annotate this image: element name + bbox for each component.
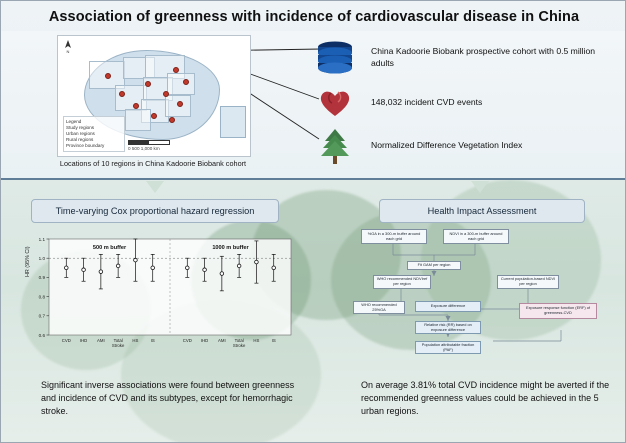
flow-box-who-25ga: WHO recommended 25%GA bbox=[353, 301, 405, 314]
database-icon bbox=[311, 41, 359, 75]
flow-box-exposure-difference: Exposure difference bbox=[415, 301, 481, 312]
flow-box-erf: Exposure response function (ERF) of greenness-CVD bbox=[519, 303, 597, 319]
map-dot-region bbox=[169, 117, 175, 123]
map-caption: Locations of 10 regions in China Kadoorie Biobank cohort bbox=[59, 159, 247, 168]
map-dot-region bbox=[173, 67, 179, 73]
svg-text:CVD: CVD bbox=[182, 338, 192, 343]
svg-text:Total: Total bbox=[113, 338, 123, 343]
map-scale-label: 0 500 1,000 km bbox=[128, 146, 160, 151]
svg-text:IS: IS bbox=[271, 338, 276, 343]
highlight-cvd bbox=[311, 88, 482, 118]
map-inset bbox=[220, 106, 246, 138]
svg-text:Total: Total bbox=[234, 338, 244, 343]
map-dot-region bbox=[163, 91, 169, 97]
flow-box-paf: Population attributable fraction (PAF) bbox=[415, 341, 481, 354]
highlight-ndvi bbox=[311, 127, 522, 165]
svg-text:AMI: AMI bbox=[218, 338, 226, 343]
flow-box-fit-gam: Fit GAM per region bbox=[407, 261, 461, 270]
arrow-down-left-icon bbox=[146, 181, 164, 193]
map-legend-title: Legend bbox=[66, 118, 82, 124]
heart-icon bbox=[311, 88, 359, 118]
map-dot-region bbox=[145, 81, 151, 87]
forest-plot bbox=[27, 233, 295, 361]
flow-box-current-pop-ndvi: Current population-based NDVI per region bbox=[497, 275, 559, 289]
map-dot-region bbox=[119, 91, 125, 97]
flow-box-ndvi300: NDVI in a 300-m buffer around each grid bbox=[443, 229, 509, 244]
map-panel bbox=[57, 35, 251, 157]
flow-box-ga300: %GA in a 300-m buffer around each grid bbox=[361, 229, 427, 244]
map-dot-region bbox=[177, 101, 183, 107]
svg-text:0.8: 0.8 bbox=[38, 294, 45, 300]
svg-text:1.1: 1.1 bbox=[38, 236, 45, 242]
svg-text:0.7: 0.7 bbox=[38, 313, 45, 319]
map-legend-item: Rural regions bbox=[66, 137, 94, 143]
map-scale-bar bbox=[128, 140, 170, 151]
map-dot-region bbox=[183, 79, 189, 85]
svg-text:1000 m buffer: 1000 m buffer bbox=[212, 245, 249, 251]
tree-icon bbox=[311, 127, 359, 165]
svg-text:AMI: AMI bbox=[97, 338, 105, 343]
svg-text:CVD: CVD bbox=[61, 338, 71, 343]
highlight-cvd-text: 148,032 incident CVD events bbox=[371, 97, 483, 108]
map-legend-item: Urban regions bbox=[66, 130, 95, 136]
svg-text:N: N bbox=[66, 49, 70, 54]
svg-text:IHD: IHD bbox=[200, 338, 209, 343]
highlight-biobank bbox=[311, 41, 601, 75]
compass-icon bbox=[64, 40, 72, 56]
svg-text:1.0: 1.0 bbox=[38, 256, 45, 261]
health-impact-flow-diagram bbox=[353, 229, 615, 363]
flow-box-relative-risk: Relative risk (RR) based on exposure difference bbox=[415, 321, 481, 334]
svg-text:Stroke: Stroke bbox=[111, 343, 125, 348]
flow-connectors bbox=[353, 229, 615, 363]
svg-text:HS: HS bbox=[132, 338, 139, 343]
arrow-down-right-icon bbox=[471, 181, 489, 193]
plot-canvas bbox=[27, 233, 295, 361]
section-header-hia: Health Impact Assessment bbox=[379, 199, 585, 223]
flow-box-who-ndvi-ref: WHO recommended NDVIref per region bbox=[373, 275, 431, 289]
plot-y-axis-label: HR (95% CI) bbox=[25, 246, 31, 277]
svg-text:IHD: IHD bbox=[79, 338, 88, 343]
conclusion-right: On average 3.81% total CVD incidence might be averted if the recommended greenness values could be achieved in the 5 urban regions. bbox=[361, 380, 610, 417]
map-dot-region bbox=[133, 103, 139, 109]
map-dot-region bbox=[105, 73, 111, 79]
svg-text:IS: IS bbox=[150, 338, 155, 343]
highlight-biobank-text: China Kadoorie Biobank prospective cohort with 0.5 million adults bbox=[371, 46, 596, 68]
highlight-ndvi-text: Normalized Difference Vegetation Index bbox=[371, 140, 523, 151]
map-legend bbox=[63, 116, 125, 152]
map-legend-item: Study regions bbox=[66, 124, 95, 130]
section-header-cox: Time-varying Cox proportional hazard regression bbox=[31, 199, 279, 223]
svg-text:Stroke: Stroke bbox=[232, 343, 246, 348]
map-legend-item: Province boundary bbox=[66, 143, 105, 149]
svg-text:0.6: 0.6 bbox=[38, 332, 45, 338]
conclusion-left: Significant inverse associations were found between greenness and incidence of CVD and its subtypes, except for hemorrhagic stroke. bbox=[41, 380, 295, 417]
svg-text:0.9: 0.9 bbox=[38, 275, 45, 281]
svg-text:500 m buffer: 500 m buffer bbox=[92, 245, 127, 251]
map-dot-region bbox=[151, 113, 157, 119]
svg-text:HS: HS bbox=[253, 338, 260, 343]
page-title: Association of greenness with incidence of cardiovascular disease in China bbox=[48, 9, 580, 25]
